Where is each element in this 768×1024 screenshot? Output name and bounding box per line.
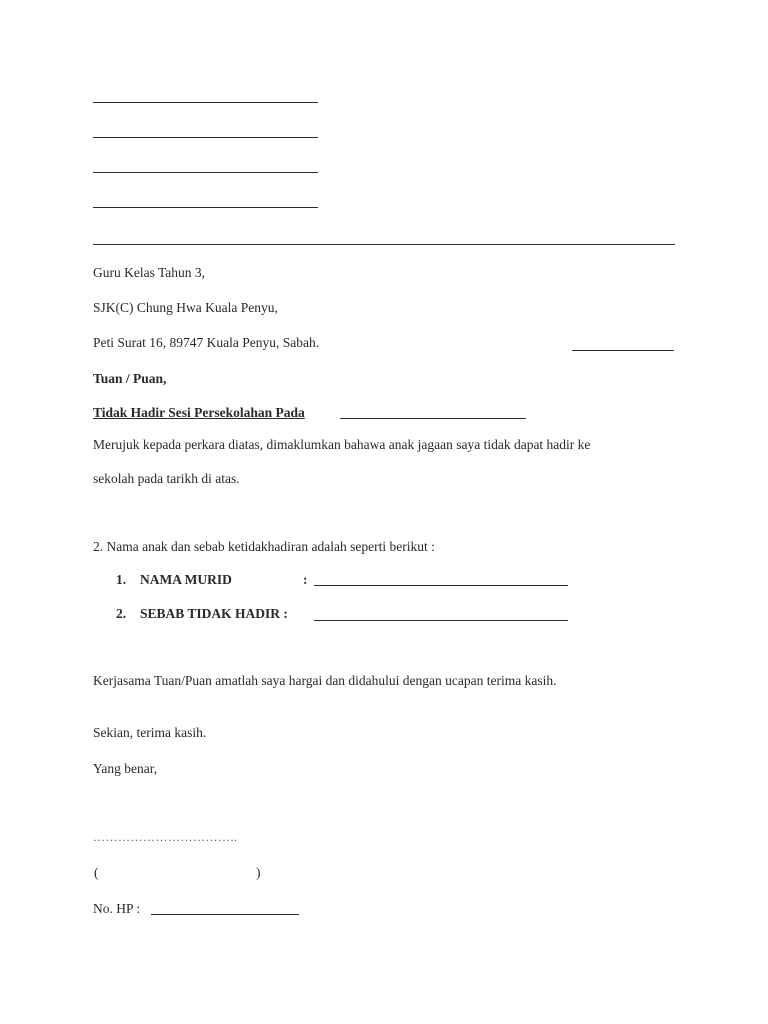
body-paragraph-1-line-2: sekolah pada tarikh di atas. [93, 471, 240, 486]
date-blank-line [572, 350, 674, 351]
recipient-line-2: SJK(C) Chung Hwa Kuala Penyu, [93, 300, 278, 315]
item-label-sebab-tidak-hadir: SEBAB TIDAK HADIR : [140, 606, 288, 621]
sender-address-line-2 [93, 137, 318, 138]
body-paragraph-1-line-1: Merujuk kepada perkara diatas, dimaklumkan bahawa anak jagaan saya tidak dapat hadir ke [93, 437, 591, 452]
recipient-line-3: Peti Surat 16, 89747 Kuala Penyu, Sabah. [93, 335, 320, 350]
name-paren-close: ) [256, 865, 261, 880]
phone-blank [151, 914, 299, 915]
recipient-line-1: Guru Kelas Tahun 3, [93, 265, 206, 280]
nama-murid-blank [314, 585, 568, 586]
signature-dotted-line: …………………………….. [93, 830, 238, 844]
sebab-tidak-hadir-blank [314, 620, 568, 621]
item-label-nama-murid: NAMA MURID [140, 572, 232, 587]
sender-address-line-1 [93, 102, 318, 103]
sender-address-line-3 [93, 172, 318, 173]
subject-date-blank [340, 418, 526, 419]
closing-line-2: Yang benar, [93, 761, 158, 776]
subject-line [93, 405, 305, 421]
salutation: Tuan / Puan, [93, 371, 167, 386]
name-paren-open: ( [94, 865, 99, 880]
item-number-1: 1. [116, 572, 127, 587]
phone-label: No. HP : [93, 901, 141, 916]
body-paragraph-3: Kerjasama Tuan/Puan amatlah saya hargai dan didahului dengan ucapan terima kasih. [93, 673, 557, 688]
header-separator [93, 244, 675, 245]
closing-line-1: Sekian, terima kasih. [93, 725, 207, 740]
body-paragraph-2: 2. Nama anak dan sebab ketidakhadiran adalah seperti berikut : [93, 539, 435, 554]
sender-address-line-4 [93, 207, 318, 208]
item-colon-1: : [303, 572, 308, 587]
subject-text: Tidak Hadir Sesi Persekolahan Pada [93, 405, 305, 420]
item-number-2: 2. [116, 606, 127, 621]
